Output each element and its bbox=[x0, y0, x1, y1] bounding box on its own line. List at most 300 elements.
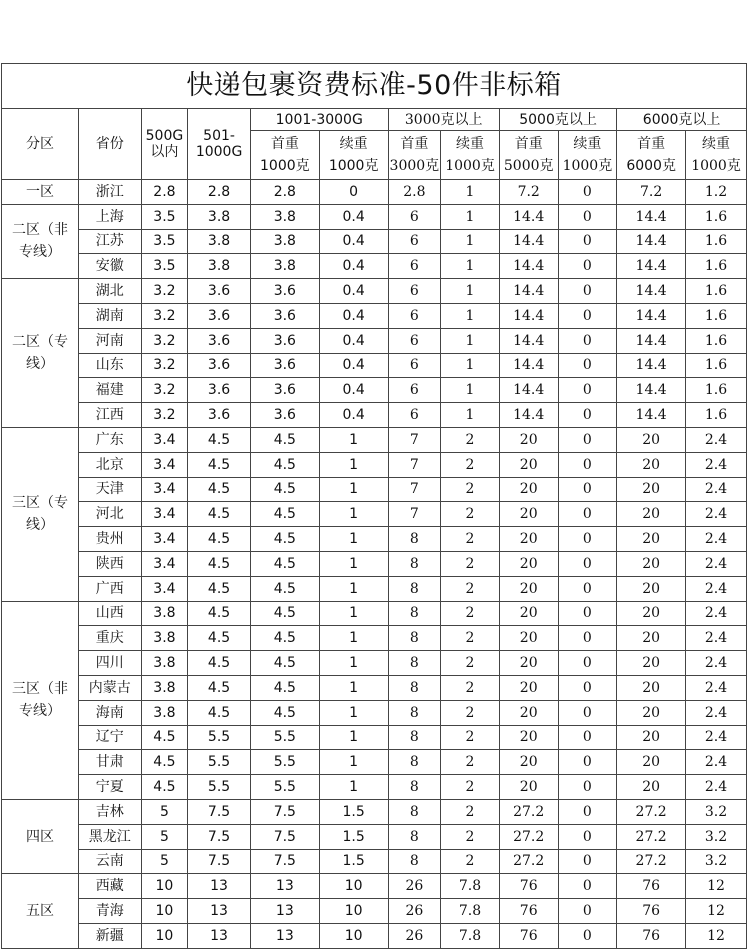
price-500g-cell: 5 bbox=[141, 849, 188, 874]
first-5000g-cell: 14.4 bbox=[499, 403, 558, 428]
first-5000g-cell: 27.2 bbox=[499, 849, 558, 874]
price-500g-cell: 3.4 bbox=[141, 576, 188, 601]
first-5000g-cell: 20 bbox=[499, 576, 558, 601]
table-row bbox=[2, 576, 747, 601]
first-6000g-cell: 20 bbox=[617, 626, 686, 651]
first-3000g-cell: 7 bbox=[388, 427, 441, 452]
cont-1000g-cell: 0.4 bbox=[319, 204, 388, 229]
province-cell: 河北 bbox=[78, 502, 141, 527]
cont-5000g-cell: 0 bbox=[558, 675, 617, 700]
first-6000g-cell: 20 bbox=[617, 750, 686, 775]
g2-first-header: 首重 3000克 bbox=[388, 131, 441, 180]
first-5000g-cell: 20 bbox=[499, 651, 558, 676]
province-cell: 云南 bbox=[78, 849, 141, 874]
cont-6000g-cell: 2.4 bbox=[686, 750, 747, 775]
first-5000g-cell: 76 bbox=[499, 923, 558, 948]
price-500g-cell: 3.8 bbox=[141, 651, 188, 676]
cont-6000g-cell: 2.4 bbox=[686, 427, 747, 452]
first-6000g-cell: 20 bbox=[617, 725, 686, 750]
cont-3000g-cell: 2 bbox=[441, 799, 500, 824]
first-6000g-cell: 20 bbox=[617, 527, 686, 552]
cont-5000g-cell: 0 bbox=[558, 700, 617, 725]
first-5000g-cell: 14.4 bbox=[499, 254, 558, 279]
g2-cont-header: 续重 1000克 bbox=[441, 131, 500, 180]
first-1000g-cell: 3.6 bbox=[250, 403, 319, 428]
province-cell: 浙江 bbox=[78, 180, 141, 205]
group-6000-header: 6000克以上 bbox=[617, 109, 747, 131]
first-1000g-cell: 4.5 bbox=[250, 551, 319, 576]
price-501-1000g-cell: 3.6 bbox=[188, 279, 251, 304]
price-500g-cell: 4.5 bbox=[141, 750, 188, 775]
price-500g-cell: 3.5 bbox=[141, 204, 188, 229]
province-cell: 青海 bbox=[78, 899, 141, 924]
first-1000g-cell: 4.5 bbox=[250, 576, 319, 601]
region-cell: 四区 bbox=[2, 799, 79, 873]
cont-1000g-cell: 0.4 bbox=[319, 303, 388, 328]
cont-1000g-cell: 1 bbox=[319, 576, 388, 601]
table-row bbox=[2, 750, 747, 775]
first-1000g-cell: 3.6 bbox=[250, 328, 319, 353]
price-501-1000g-cell: 3.6 bbox=[188, 403, 251, 428]
first-5000g-cell: 20 bbox=[499, 427, 558, 452]
cont-3000g-cell: 1 bbox=[441, 254, 500, 279]
first-5000g-cell: 14.4 bbox=[499, 328, 558, 353]
first-6000g-cell: 76 bbox=[617, 874, 686, 899]
cont-5000g-cell: 0 bbox=[558, 725, 617, 750]
cont-1000g-cell: 1 bbox=[319, 527, 388, 552]
first-5000g-cell: 76 bbox=[499, 874, 558, 899]
price-501-1000g-cell: 2.8 bbox=[188, 180, 251, 205]
cont-6000g-cell: 1.6 bbox=[686, 254, 747, 279]
cont-5000g-cell: 0 bbox=[558, 626, 617, 651]
cont-6000g-cell: 2.4 bbox=[686, 477, 747, 502]
price-500g-cell: 3.5 bbox=[141, 254, 188, 279]
first-6000g-cell: 20 bbox=[617, 601, 686, 626]
first-3000g-cell: 6 bbox=[388, 254, 441, 279]
table-row bbox=[2, 403, 747, 428]
first-5000g-cell: 14.4 bbox=[499, 353, 558, 378]
cont-6000g-cell: 2.4 bbox=[686, 551, 747, 576]
province-cell: 广西 bbox=[78, 576, 141, 601]
cont-6000g-cell: 2.4 bbox=[686, 725, 747, 750]
first-6000g-cell: 20 bbox=[617, 477, 686, 502]
table-row bbox=[2, 899, 747, 924]
first-3000g-cell: 26 bbox=[388, 899, 441, 924]
first-6000g-cell: 27.2 bbox=[617, 849, 686, 874]
region-header: 分区 bbox=[2, 109, 79, 180]
price-500g-cell: 3.5 bbox=[141, 229, 188, 254]
price-501-1000g-cell: 3.8 bbox=[188, 254, 251, 279]
price-501-1000g-cell: 5.5 bbox=[188, 725, 251, 750]
cont-6000g-cell: 12 bbox=[686, 899, 747, 924]
first-3000g-cell: 6 bbox=[388, 204, 441, 229]
table-row bbox=[2, 725, 747, 750]
first-1000g-cell: 3.6 bbox=[250, 353, 319, 378]
table-row bbox=[2, 254, 747, 279]
first-5000g-cell: 20 bbox=[499, 675, 558, 700]
price-500g-cell: 10 bbox=[141, 899, 188, 924]
first-3000g-cell: 8 bbox=[388, 750, 441, 775]
first-1000g-cell: 4.5 bbox=[250, 675, 319, 700]
table-row bbox=[2, 601, 747, 626]
first-3000g-cell: 8 bbox=[388, 700, 441, 725]
cont-5000g-cell: 0 bbox=[558, 824, 617, 849]
cont-6000g-cell: 2.4 bbox=[686, 527, 747, 552]
cont-3000g-cell: 1 bbox=[441, 403, 500, 428]
province-cell: 宁夏 bbox=[78, 775, 141, 800]
first-6000g-cell: 14.4 bbox=[617, 328, 686, 353]
province-cell: 上海 bbox=[78, 204, 141, 229]
cont-3000g-cell: 2 bbox=[441, 576, 500, 601]
first-1000g-cell: 13 bbox=[250, 923, 319, 948]
first-6000g-cell: 14.4 bbox=[617, 279, 686, 304]
first-6000g-cell: 20 bbox=[617, 452, 686, 477]
region-cell: 二区（专 线） bbox=[2, 279, 79, 428]
w501-header: 501- 1000G bbox=[188, 109, 251, 180]
province-cell: 江西 bbox=[78, 403, 141, 428]
cont-3000g-cell: 1 bbox=[441, 180, 500, 205]
first-5000g-cell: 20 bbox=[499, 527, 558, 552]
cont-6000g-cell: 1.2 bbox=[686, 180, 747, 205]
table-row bbox=[2, 180, 747, 205]
first-3000g-cell: 8 bbox=[388, 849, 441, 874]
cont-3000g-cell: 1 bbox=[441, 204, 500, 229]
cont-3000g-cell: 2 bbox=[441, 651, 500, 676]
table-row bbox=[2, 874, 747, 899]
table-row bbox=[2, 849, 747, 874]
province-cell: 山东 bbox=[78, 353, 141, 378]
first-6000g-cell: 20 bbox=[617, 675, 686, 700]
cont-5000g-cell: 0 bbox=[558, 527, 617, 552]
first-1000g-cell: 5.5 bbox=[250, 750, 319, 775]
first-1000g-cell: 4.5 bbox=[250, 427, 319, 452]
price-500g-cell: 5 bbox=[141, 824, 188, 849]
first-6000g-cell: 14.4 bbox=[617, 254, 686, 279]
first-5000g-cell: 20 bbox=[499, 601, 558, 626]
price-500g-cell: 4.5 bbox=[141, 775, 188, 800]
cont-1000g-cell: 0.4 bbox=[319, 378, 388, 403]
first-5000g-cell: 27.2 bbox=[499, 799, 558, 824]
first-6000g-cell: 20 bbox=[617, 551, 686, 576]
cont-1000g-cell: 0.4 bbox=[319, 254, 388, 279]
first-6000g-cell: 20 bbox=[617, 502, 686, 527]
cont-1000g-cell: 1 bbox=[319, 427, 388, 452]
first-6000g-cell: 20 bbox=[617, 576, 686, 601]
price-500g-cell: 3.2 bbox=[141, 353, 188, 378]
cont-5000g-cell: 0 bbox=[558, 477, 617, 502]
price-501-1000g-cell: 4.5 bbox=[188, 502, 251, 527]
price-501-1000g-cell: 3.8 bbox=[188, 204, 251, 229]
first-6000g-cell: 27.2 bbox=[617, 799, 686, 824]
first-1000g-cell: 3.6 bbox=[250, 303, 319, 328]
first-1000g-cell: 4.5 bbox=[250, 700, 319, 725]
cont-5000g-cell: 0 bbox=[558, 204, 617, 229]
first-6000g-cell: 27.2 bbox=[617, 824, 686, 849]
first-1000g-cell: 13 bbox=[250, 874, 319, 899]
cont-5000g-cell: 0 bbox=[558, 303, 617, 328]
cont-5000g-cell: 0 bbox=[558, 254, 617, 279]
first-3000g-cell: 6 bbox=[388, 279, 441, 304]
first-5000g-cell: 20 bbox=[499, 700, 558, 725]
table-row bbox=[2, 378, 747, 403]
first-3000g-cell: 8 bbox=[388, 527, 441, 552]
cont-5000g-cell: 0 bbox=[558, 403, 617, 428]
cont-6000g-cell: 12 bbox=[686, 923, 747, 948]
cont-5000g-cell: 0 bbox=[558, 378, 617, 403]
cont-6000g-cell: 2.4 bbox=[686, 675, 747, 700]
cont-6000g-cell: 2.4 bbox=[686, 502, 747, 527]
rate-sheet bbox=[1, 63, 747, 949]
price-501-1000g-cell: 4.5 bbox=[188, 576, 251, 601]
first-6000g-cell: 20 bbox=[617, 775, 686, 800]
price-501-1000g-cell: 5.5 bbox=[188, 750, 251, 775]
table-title: 快递包裹资费标准-50件非标箱 bbox=[2, 64, 747, 109]
province-cell: 黑龙江 bbox=[78, 824, 141, 849]
cont-6000g-cell: 3.2 bbox=[686, 799, 747, 824]
cont-6000g-cell: 2.4 bbox=[686, 775, 747, 800]
cont-1000g-cell: 10 bbox=[319, 899, 388, 924]
g1-cont-header: 续重 1000克 bbox=[319, 131, 388, 180]
cont-6000g-cell: 1.6 bbox=[686, 378, 747, 403]
price-501-1000g-cell: 5.5 bbox=[188, 775, 251, 800]
cont-3000g-cell: 2 bbox=[441, 551, 500, 576]
table-row bbox=[2, 551, 747, 576]
first-5000g-cell: 20 bbox=[499, 750, 558, 775]
first-6000g-cell: 14.4 bbox=[617, 403, 686, 428]
province-cell: 贵州 bbox=[78, 527, 141, 552]
province-cell: 湖南 bbox=[78, 303, 141, 328]
g4-cont-header: 续重 1000克 bbox=[686, 131, 747, 180]
first-3000g-cell: 8 bbox=[388, 675, 441, 700]
province-cell: 福建 bbox=[78, 378, 141, 403]
price-500g-cell: 3.8 bbox=[141, 675, 188, 700]
cont-5000g-cell: 0 bbox=[558, 353, 617, 378]
cont-3000g-cell: 1 bbox=[441, 353, 500, 378]
first-5000g-cell: 14.4 bbox=[499, 229, 558, 254]
region-cell: 二区（非 专线） bbox=[2, 204, 79, 278]
group-1001-3000-header: 1001-3000G bbox=[250, 109, 388, 131]
region-cell: 三区（专 线） bbox=[2, 427, 79, 601]
cont-6000g-cell: 2.4 bbox=[686, 452, 747, 477]
table-row bbox=[2, 477, 747, 502]
group-3000-header: 3000克以上 bbox=[388, 109, 499, 131]
first-6000g-cell: 14.4 bbox=[617, 204, 686, 229]
cont-1000g-cell: 1.5 bbox=[319, 849, 388, 874]
cont-5000g-cell: 0 bbox=[558, 180, 617, 205]
price-501-1000g-cell: 4.5 bbox=[188, 700, 251, 725]
cont-1000g-cell: 1.5 bbox=[319, 824, 388, 849]
price-501-1000g-cell: 3.6 bbox=[188, 378, 251, 403]
price-500g-cell: 5 bbox=[141, 799, 188, 824]
cont-3000g-cell: 2 bbox=[441, 824, 500, 849]
group-5000-header: 5000克以上 bbox=[499, 109, 616, 131]
first-1000g-cell: 4.5 bbox=[250, 651, 319, 676]
cont-6000g-cell: 2.4 bbox=[686, 626, 747, 651]
cont-6000g-cell: 2.4 bbox=[686, 576, 747, 601]
price-501-1000g-cell: 3.6 bbox=[188, 328, 251, 353]
cont-1000g-cell: 1 bbox=[319, 551, 388, 576]
first-6000g-cell: 20 bbox=[617, 427, 686, 452]
cont-3000g-cell: 2 bbox=[441, 626, 500, 651]
price-501-1000g-cell: 4.5 bbox=[188, 452, 251, 477]
first-5000g-cell: 14.4 bbox=[499, 378, 558, 403]
table-row bbox=[2, 527, 747, 552]
g4-first-header: 首重 6000克 bbox=[617, 131, 686, 180]
table-row bbox=[2, 303, 747, 328]
first-1000g-cell: 3.8 bbox=[250, 254, 319, 279]
cont-3000g-cell: 2 bbox=[441, 849, 500, 874]
cont-6000g-cell: 3.2 bbox=[686, 824, 747, 849]
province-cell: 天津 bbox=[78, 477, 141, 502]
first-1000g-cell: 7.5 bbox=[250, 849, 319, 874]
first-3000g-cell: 8 bbox=[388, 775, 441, 800]
cont-6000g-cell: 1.6 bbox=[686, 303, 747, 328]
cont-6000g-cell: 1.6 bbox=[686, 279, 747, 304]
province-cell: 海南 bbox=[78, 700, 141, 725]
province-cell: 辽宁 bbox=[78, 725, 141, 750]
cont-5000g-cell: 0 bbox=[558, 874, 617, 899]
province-cell: 江苏 bbox=[78, 229, 141, 254]
g3-cont-header: 续重 1000克 bbox=[558, 131, 617, 180]
first-1000g-cell: 7.5 bbox=[250, 799, 319, 824]
first-3000g-cell: 8 bbox=[388, 576, 441, 601]
first-6000g-cell: 20 bbox=[617, 651, 686, 676]
province-cell: 湖北 bbox=[78, 279, 141, 304]
first-5000g-cell: 20 bbox=[499, 775, 558, 800]
cont-1000g-cell: 10 bbox=[319, 874, 388, 899]
cont-6000g-cell: 2.4 bbox=[686, 651, 747, 676]
province-cell: 安徽 bbox=[78, 254, 141, 279]
price-501-1000g-cell: 3.8 bbox=[188, 229, 251, 254]
province-cell: 山西 bbox=[78, 601, 141, 626]
first-3000g-cell: 8 bbox=[388, 725, 441, 750]
price-501-1000g-cell: 7.5 bbox=[188, 849, 251, 874]
cont-3000g-cell: 2 bbox=[441, 725, 500, 750]
table-row bbox=[2, 427, 747, 452]
first-6000g-cell: 20 bbox=[617, 700, 686, 725]
first-3000g-cell: 6 bbox=[388, 378, 441, 403]
cont-3000g-cell: 1 bbox=[441, 328, 500, 353]
price-500g-cell: 3.8 bbox=[141, 601, 188, 626]
price-500g-cell: 4.5 bbox=[141, 725, 188, 750]
cont-5000g-cell: 0 bbox=[558, 923, 617, 948]
cont-5000g-cell: 0 bbox=[558, 775, 617, 800]
cont-1000g-cell: 1 bbox=[319, 725, 388, 750]
price-500g-cell: 3.8 bbox=[141, 626, 188, 651]
first-6000g-cell: 76 bbox=[617, 923, 686, 948]
price-500g-cell: 3.4 bbox=[141, 452, 188, 477]
price-501-1000g-cell: 4.5 bbox=[188, 651, 251, 676]
cont-1000g-cell: 1 bbox=[319, 477, 388, 502]
cont-3000g-cell: 2 bbox=[441, 750, 500, 775]
province-cell: 河南 bbox=[78, 328, 141, 353]
table-row bbox=[2, 923, 747, 948]
cont-3000g-cell: 2 bbox=[441, 502, 500, 527]
price-501-1000g-cell: 13 bbox=[188, 874, 251, 899]
table-row bbox=[2, 328, 747, 353]
first-5000g-cell: 76 bbox=[499, 899, 558, 924]
cont-5000g-cell: 0 bbox=[558, 576, 617, 601]
province-cell: 西藏 bbox=[78, 874, 141, 899]
region-cell: 三区（非 专线） bbox=[2, 601, 79, 799]
price-500g-cell: 3.2 bbox=[141, 303, 188, 328]
cont-1000g-cell: 0.4 bbox=[319, 229, 388, 254]
price-500g-cell: 10 bbox=[141, 923, 188, 948]
cont-1000g-cell: 1 bbox=[319, 626, 388, 651]
first-3000g-cell: 26 bbox=[388, 923, 441, 948]
cont-1000g-cell: 0.4 bbox=[319, 403, 388, 428]
first-1000g-cell: 3.8 bbox=[250, 229, 319, 254]
first-6000g-cell: 14.4 bbox=[617, 378, 686, 403]
first-3000g-cell: 8 bbox=[388, 626, 441, 651]
w500-header: 500G 以内 bbox=[141, 109, 188, 180]
first-1000g-cell: 3.6 bbox=[250, 279, 319, 304]
first-1000g-cell: 5.5 bbox=[250, 725, 319, 750]
first-3000g-cell: 6 bbox=[388, 353, 441, 378]
first-5000g-cell: 14.4 bbox=[499, 303, 558, 328]
table-row bbox=[2, 353, 747, 378]
cont-6000g-cell: 2.4 bbox=[686, 601, 747, 626]
first-5000g-cell: 20 bbox=[499, 725, 558, 750]
first-1000g-cell: 7.5 bbox=[250, 824, 319, 849]
first-5000g-cell: 20 bbox=[499, 477, 558, 502]
province-cell: 北京 bbox=[78, 452, 141, 477]
province-cell: 甘肃 bbox=[78, 750, 141, 775]
first-1000g-cell: 4.5 bbox=[250, 601, 319, 626]
cont-3000g-cell: 2 bbox=[441, 427, 500, 452]
cont-1000g-cell: 10 bbox=[319, 923, 388, 948]
table-row bbox=[2, 651, 747, 676]
table-row bbox=[2, 204, 747, 229]
cont-6000g-cell: 12 bbox=[686, 874, 747, 899]
first-3000g-cell: 6 bbox=[388, 303, 441, 328]
first-3000g-cell: 6 bbox=[388, 229, 441, 254]
province-cell: 陕西 bbox=[78, 551, 141, 576]
cont-3000g-cell: 2 bbox=[441, 675, 500, 700]
cont-5000g-cell: 0 bbox=[558, 427, 617, 452]
table-row bbox=[2, 775, 747, 800]
first-3000g-cell: 8 bbox=[388, 551, 441, 576]
first-3000g-cell: 8 bbox=[388, 601, 441, 626]
price-501-1000g-cell: 3.6 bbox=[188, 353, 251, 378]
cont-5000g-cell: 0 bbox=[558, 279, 617, 304]
first-5000g-cell: 14.4 bbox=[499, 204, 558, 229]
province-cell: 内蒙古 bbox=[78, 675, 141, 700]
cont-1000g-cell: 1 bbox=[319, 651, 388, 676]
cont-1000g-cell: 1 bbox=[319, 675, 388, 700]
first-3000g-cell: 26 bbox=[388, 874, 441, 899]
first-6000g-cell: 14.4 bbox=[617, 303, 686, 328]
cont-1000g-cell: 0.4 bbox=[319, 353, 388, 378]
province-cell: 重庆 bbox=[78, 626, 141, 651]
cont-1000g-cell: 1 bbox=[319, 502, 388, 527]
first-6000g-cell: 14.4 bbox=[617, 229, 686, 254]
cont-5000g-cell: 0 bbox=[558, 229, 617, 254]
table-row bbox=[2, 675, 747, 700]
price-501-1000g-cell: 3.6 bbox=[188, 303, 251, 328]
first-5000g-cell: 20 bbox=[499, 551, 558, 576]
first-3000g-cell: 7 bbox=[388, 452, 441, 477]
first-3000g-cell: 8 bbox=[388, 651, 441, 676]
first-3000g-cell: 2.8 bbox=[388, 180, 441, 205]
table-row bbox=[2, 824, 747, 849]
first-6000g-cell: 76 bbox=[617, 899, 686, 924]
cont-1000g-cell: 1 bbox=[319, 750, 388, 775]
cont-3000g-cell: 7.8 bbox=[441, 874, 500, 899]
g3-first-header: 首重 5000克 bbox=[499, 131, 558, 180]
cont-3000g-cell: 7.8 bbox=[441, 923, 500, 948]
cont-3000g-cell: 2 bbox=[441, 775, 500, 800]
